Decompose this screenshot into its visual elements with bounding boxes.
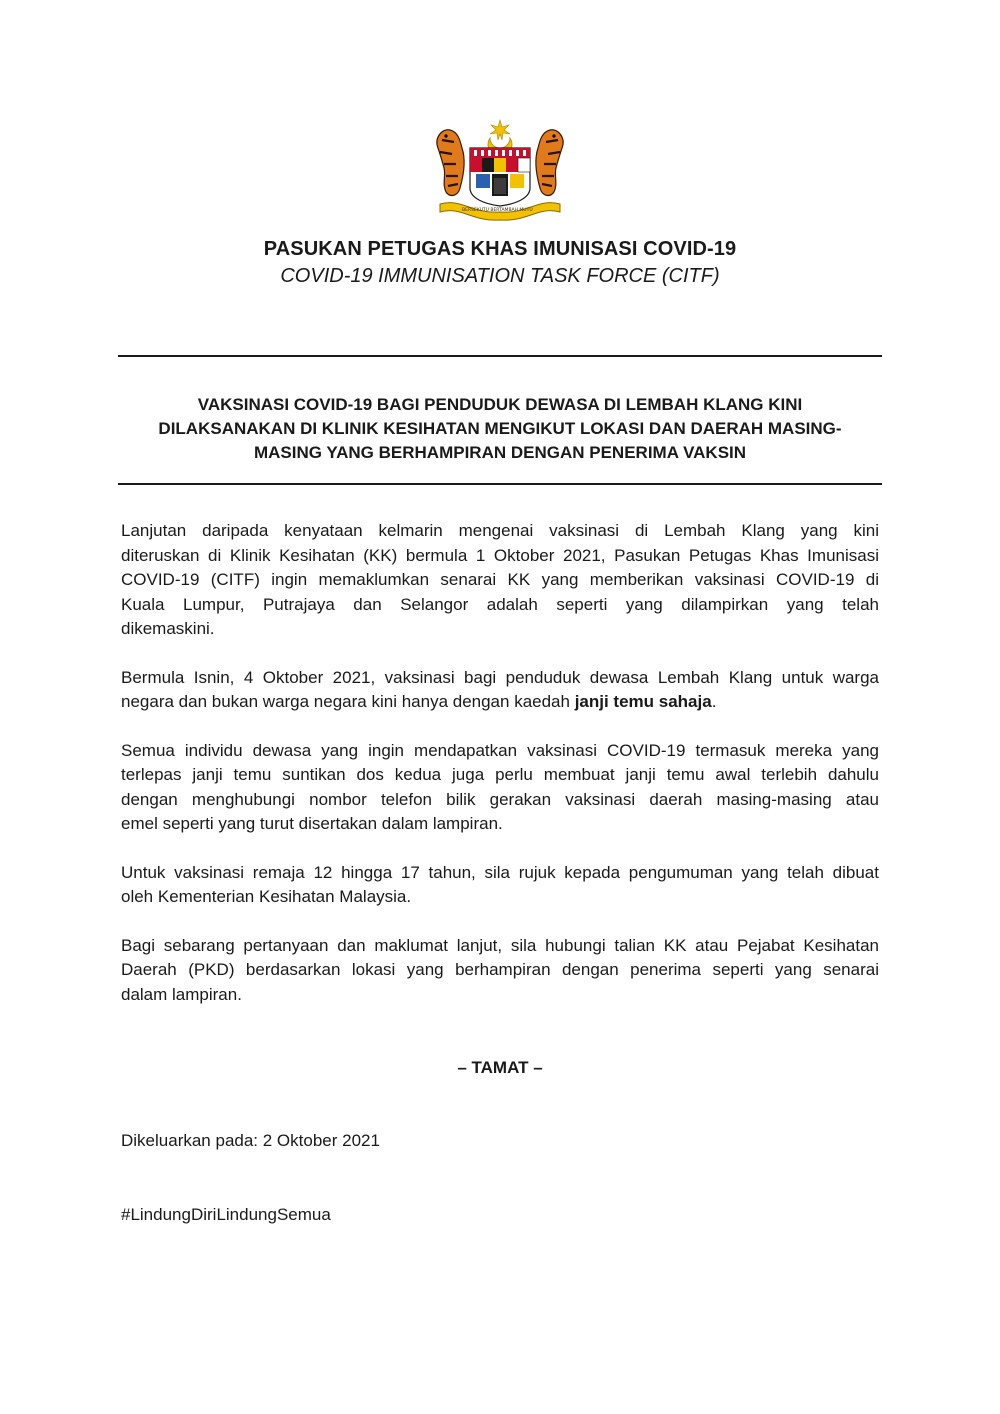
paragraph-1 <box>121 519 879 642</box>
coat-of-arms-emblem <box>432 118 568 224</box>
paragraph-line: Untuk vaksinasi remaja 12 hingga 17 tahun, sila rujuk kepada pengumuman yang telah dibuat <box>121 862 879 882</box>
crest-motto-text: BERSEKUTU BERTAMBAH MUTU <box>462 208 533 213</box>
paragraph-line: emel seperti yang turut disertakan dalam lampiran. <box>121 814 503 833</box>
paragraph-2 <box>121 666 879 715</box>
headline-line: VAKSINASI COVID-19 BAGI PENDUDUK DEWASA DI LEMBAH KLANG KINI <box>197 395 803 414</box>
headline-line: MASING YANG BERHAMPIRAN DENGAN PENERIMA VAKSIN <box>253 443 747 462</box>
organization-name-english: COVID-19 IMMUNISATION TASK FORCE (CITF) <box>280 265 720 287</box>
paragraph-text: . <box>711 692 717 711</box>
paragraph-line: dengan menghubungi nombor telefon bilik gerakan vaksinasi daerah masing-masing atau <box>121 789 879 809</box>
paragraph-4 <box>121 861 879 910</box>
end-mark: – TAMAT – <box>457 1058 543 1077</box>
paragraph-line: COVID-19 (CITF) ingin memaklumkan senarai KK yang memberikan vaksinasi COVID-19 di <box>121 570 879 589</box>
paragraph-line: dikemaskini. <box>121 619 215 638</box>
paragraph-line: terlepas janji temu suntikan dos kedua juga perlu membuat janji temu awal terlebih dahulu <box>121 765 879 784</box>
paragraph-line: Bagi sebarang pertanyaan dan maklumat lanjut, sila hubungi talian KK atau Pejabat Kesihatan <box>121 935 879 955</box>
paragraph-line: dalam lampiran. <box>121 984 242 1004</box>
paragraph-5 <box>121 934 879 1008</box>
divider-top <box>118 355 882 357</box>
hashtag: #LindungDiriLindungSemua <box>121 1205 331 1224</box>
paragraph-line: Daerah (PKD) berdasarkan lokasi yang berhampiran dengan penerima seperti yang senarai <box>121 960 879 979</box>
paragraph-line: oleh Kementerian Kesihatan Malaysia. <box>121 887 412 906</box>
paragraph-line <box>121 690 879 715</box>
organization-name: PASUKAN PETUGAS KHAS IMUNISASI COVID-19 <box>263 238 737 260</box>
divider-bottom <box>118 483 882 485</box>
paragraph-3 <box>121 739 879 837</box>
paragraph-line: Kuala Lumpur, Putrajaya dan Selangor adalah seperti yang dilampirkan yang telah <box>121 594 879 614</box>
press-release-body <box>121 519 879 1031</box>
headline-line: DILAKSANAKAN DI KLINIK KESIHATAN MENGIKUT LOKASI DAN DAERAH MASING- <box>158 419 842 438</box>
paragraph-line: diteruskan di Klinik Kesihatan (KK) bermula 1 Oktober 2021, Pasukan Petugas Khas Imunisasi <box>121 545 879 565</box>
paragraph-line: Lanjutan daripada kenyataan kelmarin mengenai vaksinasi di Lembah Klang yang kini <box>121 521 879 540</box>
paragraph-text: negara dan bukan warga negara kini hanya dengan kaedah <box>121 692 575 711</box>
bold-emphasis: janji temu sahaja <box>574 692 712 711</box>
press-release-headline <box>118 393 882 465</box>
paragraph-line: Bermula Isnin, 4 Oktober 2021, vaksinasi bagi penduduk dewasa Lembah Klang untuk warga <box>121 667 879 687</box>
issue-date: Dikeluarkan pada: 2 Oktober 2021 <box>121 1131 380 1150</box>
paragraph-line: Semua individu dewasa yang ingin mendapatkan vaksinasi COVID-19 termasuk mereka yang <box>121 740 879 760</box>
